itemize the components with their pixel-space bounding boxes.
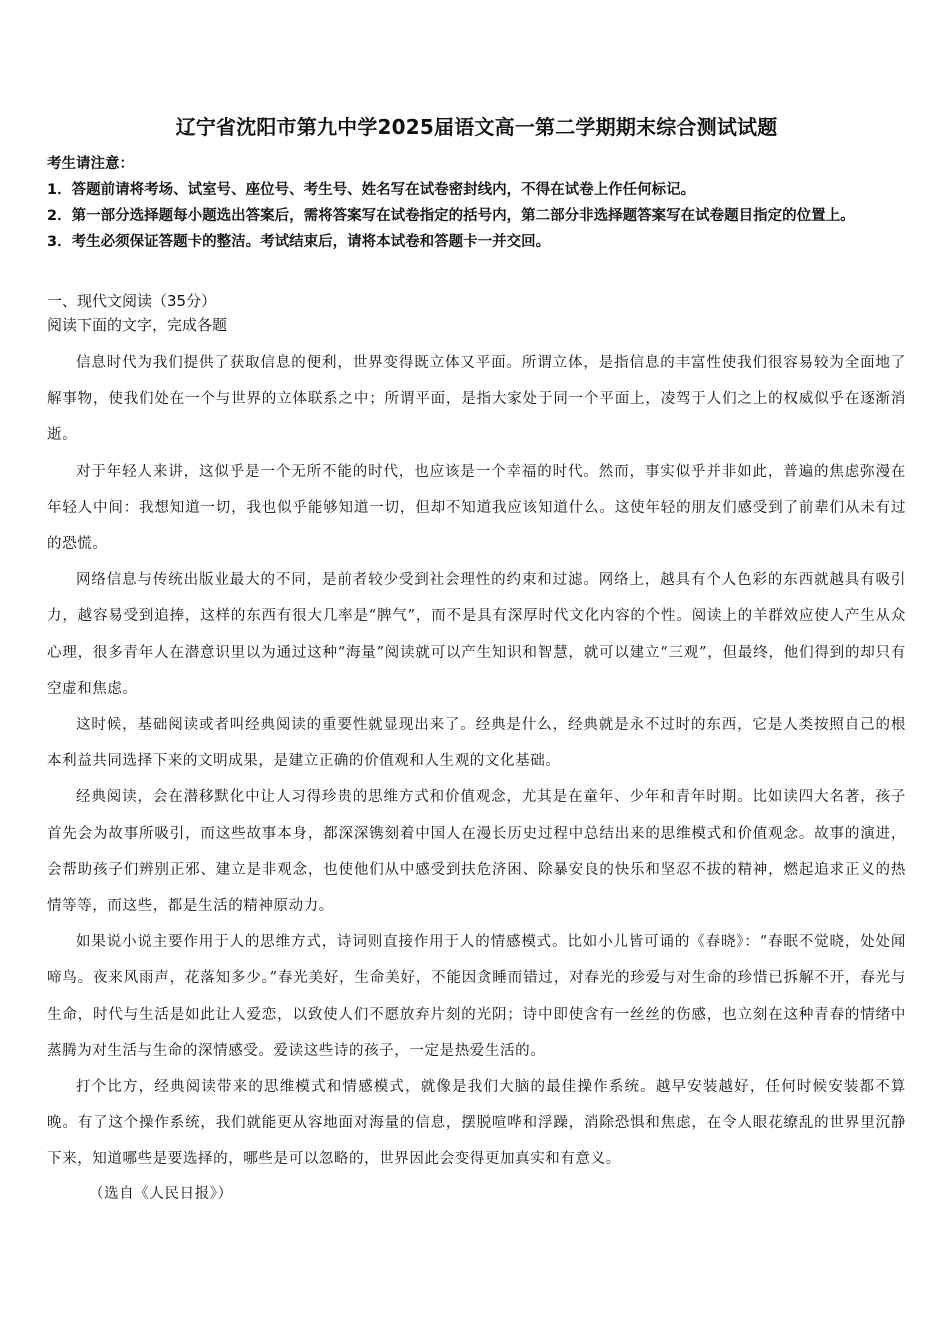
- exam-notice: [47, 151, 906, 255]
- notice-item-1: 1．答题前请将考场、试室号、座位号、考生号、姓名写在试卷密封线内，不得在试卷上作任何标记。: [47, 182, 696, 198]
- exam-title: 辽宁省沈阳市第九中学2025届语文高一第二学期期末综合测试试题: [175, 115, 778, 139]
- notice-item-3: 3．考生必须保证答题卡的整洁。考试结束后，请将本试卷和答题卡一并交回。: [47, 234, 551, 250]
- section-intro: 阅读下面的文字，完成各题: [47, 316, 228, 334]
- article-paragraph-2: 对于年轻人来讲，这似乎是一个无所不能的时代，也应该是一个幸福的时代。然而，事实似乎并非如此，普遍的焦虑弥漫在年轻人中间：我想知道一切，我也似乎能够知道一切，但却不知道我应该知道什么。这使年轻的朋友们感受到了前辈们从未有过的恐慌。: [47, 463, 906, 553]
- section-heading: 一、现代文阅读（35分）: [47, 292, 217, 310]
- article-paragraph-3: 网络信息与传统出版业最大的不同，是前者较少受到社会理性的约束和过滤。网络上，越具有个人色彩的东西就越具有吸引力，越容易受到追捧，这样的东西有很大几率是“脾气”，而不是具有深厚时代文化内容的个性。阅读上的羊群效应使人产生从众心理，很多青年人在潜意识里以为通过这种“海量”阅读就可以产生知识和智慧，就可以建立“三观”，但最终，他们得到的却只有空虚和焦虑。: [47, 572, 906, 697]
- article-paragraph-4: 这时候，基础阅读或者叫经典阅读的重要性就显现出来了。经典是什么，经典就是永不过时的东西，它是人类按照自己的根本利益共同选择下来的文明成果，是建立正确的价值观和人生观的文化基础。: [47, 717, 906, 770]
- article-paragraph-7: 打个比方，经典阅读带来的思维模式和情感模式，就像是我们大脑的最佳操作系统。越早安装越好，任何时候安装都不算晚。有了这个操作系统，我们就能更从容地面对海量的信息，摆脱喧哗和浮躁，消除恐惧和焦虑，在令人眼花缭乱的世界里沉静下来，知道哪些是要选择的，哪些是可以忽略的，世界因此会变得更加真实和有意义。: [47, 1079, 906, 1168]
- article-paragraph-1: 信息时代为我们提供了获取信息的便利，世界变得既立体又平面。所谓立体，是指信息的丰富性使我们很容易较为全面地了解事物，使我们处在一个与世界的立体联系之中；所谓平面，是指大家处于同一个平面上，凌驾于人们之上的权威似乎在逐渐消逝。: [47, 355, 906, 444]
- notice-item-2: 2．第一部分选择题每小题选出答案后，需将答案写在试卷指定的括号内，第二部分非选择题答案写在试卷题目指定的位置上。: [47, 208, 855, 224]
- article-source: （选自《人民日报》）: [89, 1185, 233, 1202]
- notice-heading: 考生请注意：: [47, 156, 134, 172]
- article-paragraph-5: 经典阅读，会在潜移默化中让人习得珍贵的思维方式和价值观念，尤其是在童年、少年和青年时期。比如读四大名著，孩子首先会为故事所吸引，而这些故事本身，都深深镌刻着中国人在漫长历史过程中总结出来的思维模式和价值观念。故事的演进，会帮助孩子们辨别正邪、建立是非观念，也使他们从中感受到扶危济困、除暴安良的快乐和坚忍不拔的精神，燃起追求正义的热情等等，而这些，都是生活的精神原动力。: [47, 789, 906, 915]
- reading-article: [47, 345, 906, 1208]
- article-paragraph-6: 如果说小说主要作用于人的思维方式，诗词则直接作用于人的情感模式。比如小儿皆可诵的《春晓》：“春眠不觉晓，处处闻啼鸟。夜来风雨声，花落知多少。”春光美好，生命美好，不能因贪睡而错过，对春光的珍爱与对生命的珍惜已拆解不开，春光与生命，时代与生活是如此让人爱恋，以致使人们不愿放弃片刻的光阴；诗中即使含有一丝丝的伤感，也立刻在这种青春的情绪中蒸腾为对生活与生命的深情感受。爱读这些诗的孩子，一定是热爱生活的。: [47, 934, 906, 1059]
